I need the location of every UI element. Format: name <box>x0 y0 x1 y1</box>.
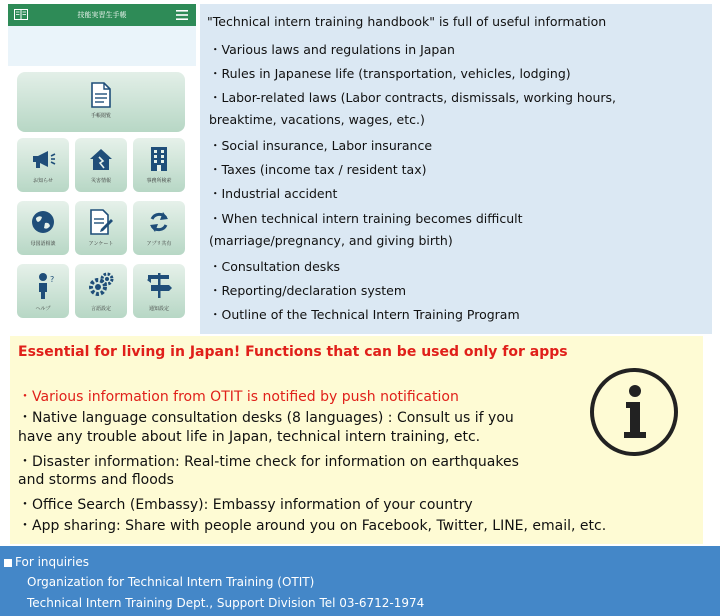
feature-item: ・Various information from OTIT is notified by push notification <box>18 389 459 405</box>
app-screenshot <box>8 4 196 334</box>
handbook-item: ・Various laws and regulations in Japan <box>209 42 455 57</box>
tile-label: 事務所検索 <box>146 178 172 184</box>
handbook-item: ・Consultation desks <box>209 259 341 274</box>
book-icon <box>14 9 28 20</box>
tile-label: 手帳閲覧 <box>90 113 111 119</box>
tile-label: 母国語相談 <box>30 241 56 247</box>
handbook-item: ・Reporting/declaration system <box>209 283 407 298</box>
tile-office-search[interactable] <box>133 138 185 192</box>
app-title: 技能実習生手帳 <box>77 11 127 19</box>
footer-organization: Organization for Technical Intern Training (OTIT) <box>27 575 315 589</box>
gears-icon <box>88 272 114 298</box>
tile-label: 災害情報 <box>90 178 111 184</box>
square-bullet-icon <box>4 559 12 567</box>
handbook-item: breaktime, vacations, wages, etc.) <box>209 112 425 127</box>
tile-disaster-info[interactable] <box>75 138 127 192</box>
document-icon <box>90 82 112 108</box>
tile-label: 通知設定 <box>148 306 169 312</box>
handbook-item: ・Taxes (income tax / resident tax) <box>209 162 427 177</box>
inquiries-footer <box>0 546 720 616</box>
handbook-item: ・Outline of the Technical Intern Training Program <box>209 307 520 322</box>
app-header <box>8 4 196 26</box>
survey-icon <box>89 209 113 235</box>
handbook-item: ・Labor-related laws (Labor contracts, dismissals, working hours, <box>209 90 617 105</box>
svg-text:?: ? <box>50 275 55 284</box>
share-arrows-icon <box>147 210 171 234</box>
app-features-panel <box>10 336 703 544</box>
handbook-item: ・Industrial accident <box>209 186 338 201</box>
tile-label: アプリ共有 <box>146 241 172 247</box>
info-icon <box>588 366 680 458</box>
handbook-item: ・When technical intern training becomes difficult <box>209 211 523 226</box>
tile-help[interactable] <box>17 264 69 318</box>
building-icon <box>148 146 170 172</box>
handbook-heading: "Technical intern training handbook" is full of useful information <box>207 14 607 29</box>
megaphone-icon <box>30 148 56 170</box>
help-person-icon <box>31 272 55 300</box>
feature-item: ・Native language consultation desks (8 languages) : Consult us if you <box>18 410 514 426</box>
feature-item: ・Office Search (Embassy): Embassy information of your country <box>18 497 473 513</box>
hamburger-menu-icon[interactable] <box>176 10 188 20</box>
handbook-info-panel <box>200 4 712 334</box>
features-heading: Essential for living in Japan! Functions that can be used only for apps <box>18 344 568 360</box>
tile-language-settings[interactable] <box>75 264 127 318</box>
tile-label: 言語設定 <box>90 306 111 312</box>
handbook-item: ・Rules in Japanese life (transportation, vehicles, lodging) <box>209 66 571 81</box>
tile-notifications[interactable] <box>17 138 69 192</box>
handbook-item: (marriage/pregnancy, and giving birth) <box>209 233 453 248</box>
handbook-view-tile[interactable] <box>17 72 185 132</box>
tile-notification-settings[interactable] <box>133 264 185 318</box>
tile-native-language-consultation[interactable] <box>17 201 69 255</box>
feature-item: ・App sharing: Share with people around you on Facebook, Twitter, LINE, email, etc. <box>18 518 607 534</box>
tile-survey[interactable] <box>75 201 127 255</box>
feature-item: and storms and floods <box>18 472 174 488</box>
tile-label: ヘルプ <box>35 306 51 312</box>
feature-item: ・Disaster information: Real-time check for information on earthquakes <box>18 454 519 470</box>
tile-app-sharing[interactable] <box>133 201 185 255</box>
globe-icon <box>31 210 55 234</box>
house-disaster-icon <box>88 147 114 171</box>
tile-label: お知らせ <box>33 178 53 184</box>
signpost-icon <box>145 271 173 299</box>
tile-label: アンケート <box>88 241 114 247</box>
footer-department: Technical Intern Training Dept., Support Division Tel 03-6712-1974 <box>27 596 425 610</box>
app-banner <box>8 26 196 66</box>
handbook-item: ・Social insurance, Labor insurance <box>209 138 433 153</box>
footer-title: For inquiries <box>15 555 89 569</box>
feature-item: have any trouble about life in Japan, technical intern training, etc. <box>18 429 481 445</box>
